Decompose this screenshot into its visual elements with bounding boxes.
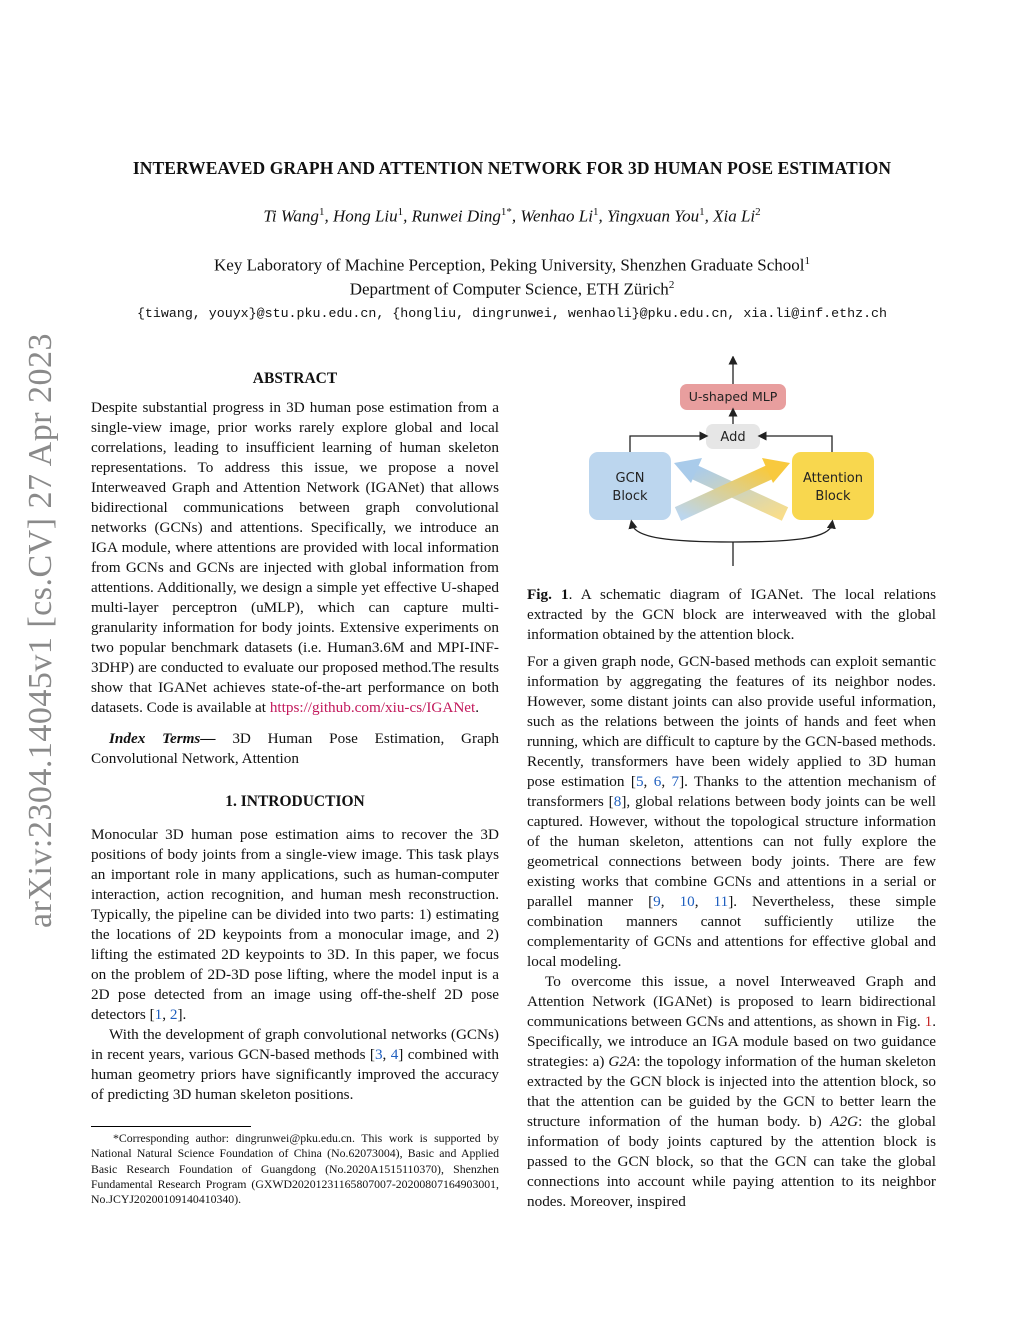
figure-reference[interactable]: 1 bbox=[924, 1013, 933, 1030]
citation[interactable]: 7 bbox=[671, 773, 680, 790]
body-paragraph: For a given graph node, GCN-based methods can exploit semantic information by aggregating the features of its neighbor nodes. However, some distant joints can also provide useful information, such as the relations between the joints of hands and feet when running, which are difficult to capture by the GCN-based methods. Recently, transformers have been widely applied to 3D human pose estimation [5, 6, 7]. Thanks to the attention mechanism of transformers [8], global relations between body joints can be well captured. However, without the topological structure information of the human skeleton, attentions can not fully explore the geometrical connections between body joints. There are few existing works that combine GCNs and attentions in a serial or parallel manner [9, 10, 11]. Nevertheless, these simple combination manners cannot sufficiently utilize the complementarity of GCNs and attentions for effective global and local modeling. bbox=[527, 653, 937, 970]
index-terms: Index Terms— 3D Human Pose Estimation, Graph Convolutional Network, Attention bbox=[91, 730, 499, 767]
author: Wenhao Li bbox=[520, 206, 593, 226]
citation[interactable]: 10 bbox=[679, 893, 695, 910]
intro-paragraph: Monocular 3D human pose estimation aims to recover the 3D positions of body joints from a single-view image. This task plays an important role in many applications, such as human-computer interaction, action recognition, and human mesh reconstruction. Typically, the pipeline can be divided into two parts: 1) estimating the locations of 2D keypoints from a monocular image, and 2) lifting the estimated 2D keypoints to 3D. In this paper, we focus on the problem of 2D-3D pose lifting, where the model input is a 2D pose detected from an image using off-the-shelf 2D pose detectors [1, 2]. bbox=[91, 826, 499, 1023]
abstract-text: Despite substantial progress in 3D human pose estimation from a single-view image, prior works rarely explore global and local correlations, leading to insufficient learning of human skeleton representations. To address this issue, we propose a novel Interweaved Graph and Attention Network (IGANet) that allows bidirectional communications between graph convolutional networks (GCNs) and attentions. Specifically, we introduce an IGA module, where attentions are provided with local information from GCNs and GCNs are injected with global information from attentions. Additionally, we design a simple yet effective U-shaped multi-layer perceptron (uMLP), which can capture multi-granularity information for body joints. Extensive experiments on two popular benchmark datasets (i.e. Human3.6M and MPI-INF-3DHP) are conducted to evaluate our proposed method.The results show that IGANet achieves state-of-the-art performance on both datasets. Code is available at https://github.com/xiu-cs/IGANet. bbox=[91, 399, 499, 716]
citation[interactable]: 3 bbox=[374, 1046, 383, 1063]
citation[interactable]: 2 bbox=[169, 1006, 178, 1023]
citation[interactable]: 5 bbox=[635, 773, 644, 790]
affiliation: Key Laboratory of Machine Perception, Peking University, Shenzhen Graduate School$^1$ bbox=[214, 255, 810, 275]
author: Ti Wang bbox=[263, 206, 319, 226]
input-to-attention-arrow bbox=[733, 524, 832, 542]
footnote-rule bbox=[91, 1126, 251, 1127]
add-label: Add bbox=[720, 430, 746, 445]
abstract-heading: ABSTRACT bbox=[252, 370, 338, 387]
umlp-label: U-shaped MLP bbox=[688, 389, 778, 404]
right-column bbox=[527, 585, 936, 1212]
citation[interactable]: 9 bbox=[653, 893, 661, 910]
author: Xia Li bbox=[713, 206, 756, 226]
code-link[interactable]: https://github.com/xiu-cs/IGANet bbox=[269, 699, 476, 716]
input-to-gcn-arrow bbox=[632, 524, 733, 542]
attention-to-add-line bbox=[762, 436, 832, 452]
gcn-block bbox=[589, 452, 671, 520]
gcn-label: GCN bbox=[615, 471, 645, 486]
citation[interactable]: 1 bbox=[154, 1006, 163, 1023]
attention-label: Attention bbox=[803, 471, 863, 486]
paper-title: INTERWEAVED GRAPH AND ATTENTION NETWORK FOR 3D HUMAN POSE ESTIMATION bbox=[132, 158, 892, 178]
author: Hong Liu bbox=[332, 206, 398, 226]
attention-label: Block bbox=[815, 489, 851, 504]
author-emails: {tiwang, youyx}@stu.pku.edu.cn, {hongliu, dingrunwei, wenhaoli}@pku.edu.cn, xia.li@inf.ethz.ch bbox=[136, 306, 888, 321]
affiliation: Department of Computer Science, ETH Zürich$^2$ bbox=[349, 279, 675, 299]
figure-1-caption: Fig. 1. A schematic diagram of IGANet. The local relations extracted by the GCN block are interweaved with the global information obtained by the attention block. bbox=[527, 586, 936, 643]
author: Yingxuan You bbox=[606, 206, 700, 226]
citation[interactable]: 4 bbox=[390, 1046, 399, 1063]
author-list: Ti Wang$^1$, Hong Liu$^1$, Runwei Ding$^{1*}$, Wenhao Li$^1$, Yingxuan You$^1$, Xia Li$^2$ bbox=[263, 206, 761, 226]
citation[interactable]: 8 bbox=[613, 793, 622, 810]
intro-paragraph: With the development of graph convolutional networks (GCNs) in recent years, various GCN-based methods [3, 4] combined with human geometry priors have significantly improved the accuracy of predicting 3D human skeleton positions. bbox=[91, 1026, 499, 1103]
footnote: *Corresponding author: dingrunwei@pku.edu.cn. This work is supported by National Natural Science Foundation of China (No.62073004), Basic and Applied Basic Research Foundation of Guangdong (No.2020A1515110370), Shenzhen Fundamental Research Program (GXWD20201231165807007-20200807164903001, No.JCYJ20200109140410340). bbox=[91, 1131, 499, 1207]
left-column bbox=[91, 369, 499, 1105]
citation[interactable]: 6 bbox=[653, 773, 662, 790]
gcn-to-add-line bbox=[630, 436, 704, 452]
figure-1-diagram bbox=[560, 356, 920, 571]
intro-heading: 1. INTRODUCTION bbox=[225, 793, 365, 810]
citation[interactable]: 11 bbox=[713, 893, 729, 910]
gcn-label: Block bbox=[612, 489, 648, 504]
body-paragraph: To overcome this issue, a novel Interweaved Graph and Attention Network (IGANet) is proposed to learn bidirectional communications between GCNs and attentions, as shown in Fig. 1. Specifically, we introduce an IGA module based on two guidance strategies: a) G2A: the topology information of the human skeleton extracted by the GCN block is injected into the attention block, so that the attention can be guided by the GCN to better learn the structure information of the human body. b) A2G: the global information of body joints captured by the attention block is passed to the GCN block, so that the GCN can take the global connections into account while paying attention to its neighbor nodes. Moreover, inspired bbox=[527, 973, 936, 1210]
author: Runwei Ding bbox=[411, 206, 501, 226]
arxiv-stamp: arXiv:2304.14045v1 [cs.CV] 27 Apr 2023 bbox=[22, 332, 59, 928]
attention-block bbox=[792, 452, 874, 520]
